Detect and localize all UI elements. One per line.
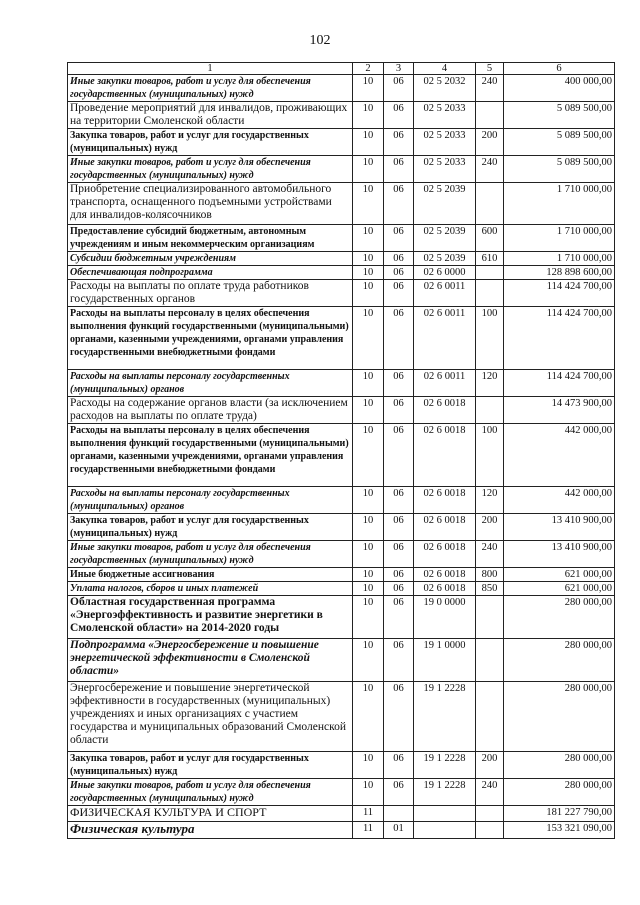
table-row (68, 266, 615, 280)
target-article-cell: 02 6 0018 (414, 514, 476, 541)
target-article-cell: 02 6 0018 (414, 397, 476, 424)
expense-type-cell: 610 (476, 252, 504, 266)
section-code-cell: 10 (353, 397, 384, 424)
table-row (68, 370, 615, 397)
section-code-cell: 10 (353, 370, 384, 397)
expense-type-cell: 200 (476, 129, 504, 156)
expense-type-cell: 200 (476, 752, 504, 779)
item-name-cell: Приобретение специализированного автомобильного транспорта, оснащенного подъемными устройствами для инвалидов-колясочников (68, 183, 353, 225)
amount-cell: 621 000,00 (504, 582, 615, 596)
table-row (68, 639, 615, 682)
section-code-cell: 10 (353, 225, 384, 252)
expense-type-cell: 240 (476, 541, 504, 568)
section-code-cell: 10 (353, 752, 384, 779)
header-cell: 3 (384, 63, 414, 75)
amount-cell: 1 710 000,00 (504, 183, 615, 225)
item-name-cell: Иные бюджетные ассигнования (68, 568, 353, 582)
table-row (68, 280, 615, 307)
section-code-cell: 10 (353, 541, 384, 568)
target-article-cell: 02 6 0018 (414, 424, 476, 487)
target-article-cell: 02 5 2039 (414, 225, 476, 252)
table-row (68, 752, 615, 779)
item-name-cell: Расходы на выплаты персоналу государственных (муниципальных) органов (68, 487, 353, 514)
subsection-code-cell: 06 (384, 752, 414, 779)
section-code-cell: 10 (353, 183, 384, 225)
expense-type-cell (476, 280, 504, 307)
section-code-cell: 10 (353, 639, 384, 682)
amount-cell: 280 000,00 (504, 596, 615, 639)
subsection-code-cell: 06 (384, 252, 414, 266)
target-article-cell: 02 6 0011 (414, 280, 476, 307)
item-name-cell: Закупка товаров, работ и услуг для государственных (муниципальных) нужд (68, 752, 353, 779)
subsection-code-cell: 06 (384, 225, 414, 252)
target-article-cell: 02 5 2039 (414, 183, 476, 225)
table-row (68, 822, 615, 839)
target-article-cell: 02 6 0018 (414, 582, 476, 596)
amount-cell: 114 424 700,00 (504, 280, 615, 307)
amount-cell: 14 473 900,00 (504, 397, 615, 424)
table-row (68, 156, 615, 183)
amount-cell: 181 227 790,00 (504, 806, 615, 822)
table-row (68, 779, 615, 806)
amount-cell: 13 410 900,00 (504, 541, 615, 568)
target-article-cell: 02 5 2039 (414, 252, 476, 266)
amount-cell: 280 000,00 (504, 752, 615, 779)
amount-cell: 280 000,00 (504, 682, 615, 752)
item-name-cell: Расходы на выплаты по оплате труда работников государственных органов (68, 280, 353, 307)
subsection-code-cell: 06 (384, 424, 414, 487)
section-code-cell: 10 (353, 156, 384, 183)
target-article-cell: 02 6 0011 (414, 307, 476, 370)
subsection-code-cell: 06 (384, 541, 414, 568)
expense-type-cell (476, 822, 504, 839)
amount-cell: 13 410 900,00 (504, 514, 615, 541)
table-row (68, 225, 615, 252)
amount-cell: 280 000,00 (504, 639, 615, 682)
target-article-cell: 19 1 2228 (414, 779, 476, 806)
expense-type-cell: 100 (476, 424, 504, 487)
expense-type-cell (476, 266, 504, 280)
section-code-cell: 10 (353, 75, 384, 102)
table-row (68, 582, 615, 596)
subsection-code-cell: 06 (384, 266, 414, 280)
header-cell: 2 (353, 63, 384, 75)
section-code-cell: 10 (353, 266, 384, 280)
item-name-cell: Расходы на содержание органов власти (за исключением расходов на выплаты по оплате труда) (68, 397, 353, 424)
target-article-cell: 19 1 2228 (414, 752, 476, 779)
item-name-cell: Энергосбережение и повышение энергетической эффективности в государственных (муниципальных) учреждениях и иных организациях с участием государства и муниципальных образований Смоленской области (68, 682, 353, 752)
amount-cell: 114 424 700,00 (504, 307, 615, 370)
item-name-cell: Физическая культура (68, 822, 353, 839)
header-cell: 5 (476, 63, 504, 75)
subsection-code-cell: 06 (384, 596, 414, 639)
target-article-cell: 02 5 2033 (414, 102, 476, 129)
expense-type-cell (476, 639, 504, 682)
amount-cell: 442 000,00 (504, 424, 615, 487)
target-article-cell: 02 6 0000 (414, 266, 476, 280)
section-code-cell: 10 (353, 487, 384, 514)
expense-type-cell: 600 (476, 225, 504, 252)
section-code-cell: 11 (353, 822, 384, 839)
section-code-cell: 10 (353, 307, 384, 370)
header-cell: 6 (504, 63, 615, 75)
amount-cell: 1 710 000,00 (504, 225, 615, 252)
expense-type-cell: 240 (476, 75, 504, 102)
expense-type-cell: 120 (476, 370, 504, 397)
header-cell: 1 (68, 63, 353, 75)
amount-cell: 5 089 500,00 (504, 129, 615, 156)
subsection-code-cell: 06 (384, 514, 414, 541)
table-row (68, 129, 615, 156)
amount-cell: 442 000,00 (504, 487, 615, 514)
target-article-cell (414, 806, 476, 822)
item-name-cell: Иные закупки товаров, работ и услуг для обеспечения государственных (муниципальных) нужд (68, 156, 353, 183)
expense-type-cell: 120 (476, 487, 504, 514)
table-row (68, 806, 615, 822)
table-row (68, 514, 615, 541)
item-name-cell: Предоставление субсидий бюджетным, автономным учреждениям и иным некоммерческим организациям (68, 225, 353, 252)
subsection-code-cell: 06 (384, 280, 414, 307)
header-cell: 4 (414, 63, 476, 75)
header-row (68, 63, 615, 75)
expense-type-cell (476, 596, 504, 639)
item-name-cell: Расходы на выплаты персоналу в целях обеспечения выполнения функций государственными (муниципальными) органами, казенными учреждениями, органами управления государственными внебюджетными фондами (68, 424, 353, 487)
table-row (68, 397, 615, 424)
subsection-code-cell: 06 (384, 487, 414, 514)
target-article-cell: 02 6 0018 (414, 487, 476, 514)
item-name-cell: Областная государственная программа «Энергоэффективность и развитие энергетики в Смоленской области» на 2014-2020 годы (68, 596, 353, 639)
target-article-cell: 19 1 2228 (414, 682, 476, 752)
section-code-cell: 10 (353, 682, 384, 752)
table-row (68, 102, 615, 129)
page-number: 102 (309, 33, 331, 48)
expense-type-cell (476, 806, 504, 822)
expense-type-cell: 240 (476, 779, 504, 806)
target-article-cell: 02 6 0018 (414, 568, 476, 582)
section-code-cell: 10 (353, 424, 384, 487)
subsection-code-cell: 06 (384, 779, 414, 806)
subsection-code-cell: 06 (384, 307, 414, 370)
table-row (68, 568, 615, 582)
item-name-cell: Расходы на выплаты персоналу государственных (муниципальных) органов (68, 370, 353, 397)
amount-cell: 400 000,00 (504, 75, 615, 102)
table-row (68, 307, 615, 370)
table-row (68, 487, 615, 514)
target-article-cell (414, 822, 476, 839)
expense-type-cell: 200 (476, 514, 504, 541)
section-code-cell: 10 (353, 582, 384, 596)
table-row (68, 75, 615, 102)
subsection-code-cell: 06 (384, 370, 414, 397)
item-name-cell: Расходы на выплаты персоналу в целях обеспечения выполнения функций государственными (муниципальными) органами, казенными учреждениями, органами управления государственными внебюджетными фондами (68, 307, 353, 370)
item-name-cell: Иные закупки товаров, работ и услуг для обеспечения государственных (муниципальных) нужд (68, 541, 353, 568)
subsection-code-cell: 01 (384, 822, 414, 839)
subsection-code-cell: 06 (384, 582, 414, 596)
subsection-code-cell: 06 (384, 682, 414, 752)
table-row (68, 596, 615, 639)
expense-type-cell: 240 (476, 156, 504, 183)
item-name-cell: Обеспечивающая подпрограмма (68, 266, 353, 280)
target-article-cell: 02 5 2033 (414, 129, 476, 156)
section-code-cell: 10 (353, 102, 384, 129)
item-name-cell: Закупка товаров, работ и услуг для государственных (муниципальных) нужд (68, 514, 353, 541)
table-row (68, 682, 615, 752)
section-code-cell: 11 (353, 806, 384, 822)
expense-type-cell (476, 397, 504, 424)
section-code-cell: 10 (353, 779, 384, 806)
item-name-cell: Иные закупки товаров, работ и услуг для обеспечения государственных (муниципальных) нужд (68, 75, 353, 102)
expense-type-cell: 800 (476, 568, 504, 582)
amount-cell: 1 710 000,00 (504, 252, 615, 266)
subsection-code-cell: 06 (384, 639, 414, 682)
subsection-code-cell: 06 (384, 75, 414, 102)
budget-table (67, 62, 615, 839)
subsection-code-cell: 06 (384, 397, 414, 424)
subsection-code-cell: 06 (384, 183, 414, 225)
expense-type-cell (476, 102, 504, 129)
section-code-cell: 10 (353, 514, 384, 541)
expense-type-cell (476, 183, 504, 225)
expense-type-cell: 850 (476, 582, 504, 596)
amount-cell: 621 000,00 (504, 568, 615, 582)
table-row (68, 541, 615, 568)
section-code-cell: 10 (353, 568, 384, 582)
item-name-cell: Подпрограмма «Энергосбережение и повышение энергетической эффективности в Смоленской области» (68, 639, 353, 682)
subsection-code-cell: 06 (384, 102, 414, 129)
target-article-cell: 02 6 0011 (414, 370, 476, 397)
target-article-cell: 19 1 0000 (414, 639, 476, 682)
expense-type-cell (476, 682, 504, 752)
item-name-cell: ФИЗИЧЕСКАЯ КУЛЬТУРА И СПОРТ (68, 806, 353, 822)
amount-cell: 5 089 500,00 (504, 102, 615, 129)
subsection-code-cell: 06 (384, 568, 414, 582)
target-article-cell: 19 0 0000 (414, 596, 476, 639)
item-name-cell: Субсидии бюджетным учреждениям (68, 252, 353, 266)
amount-cell: 153 321 090,00 (504, 822, 615, 839)
subsection-code-cell: 06 (384, 129, 414, 156)
section-code-cell: 10 (353, 129, 384, 156)
item-name-cell: Уплата налогов, сборов и иных платежей (68, 582, 353, 596)
section-code-cell: 10 (353, 596, 384, 639)
subsection-code-cell (384, 806, 414, 822)
table-row (68, 252, 615, 266)
expense-type-cell: 100 (476, 307, 504, 370)
item-name-cell: Закупка товаров, работ и услуг для государственных (муниципальных) нужд (68, 129, 353, 156)
amount-cell: 114 424 700,00 (504, 370, 615, 397)
target-article-cell: 02 5 2033 (414, 156, 476, 183)
section-code-cell: 10 (353, 252, 384, 266)
amount-cell: 5 089 500,00 (504, 156, 615, 183)
item-name-cell: Иные закупки товаров, работ и услуг для обеспечения государственных (муниципальных) нужд (68, 779, 353, 806)
section-code-cell: 10 (353, 280, 384, 307)
table-row (68, 183, 615, 225)
amount-cell: 128 898 600,00 (504, 266, 615, 280)
table-row (68, 424, 615, 487)
target-article-cell: 02 5 2032 (414, 75, 476, 102)
target-article-cell: 02 6 0018 (414, 541, 476, 568)
item-name-cell: Проведение мероприятий для инвалидов, проживающих на территории Смоленской области (68, 102, 353, 129)
amount-cell: 280 000,00 (504, 779, 615, 806)
subsection-code-cell: 06 (384, 156, 414, 183)
